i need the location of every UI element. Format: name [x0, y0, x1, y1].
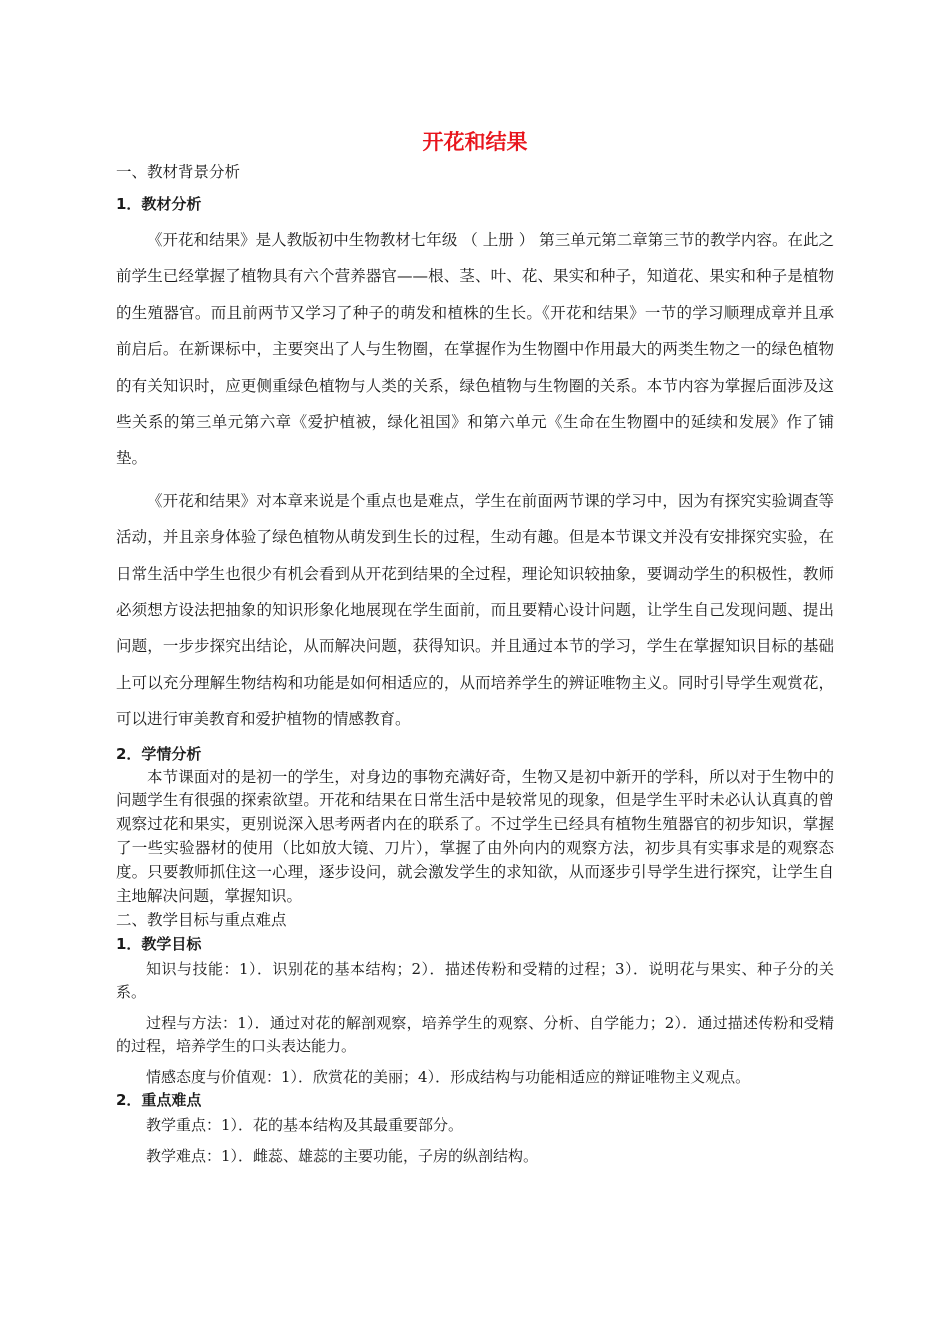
section-heading-2: 二、教学目标与重点难点: [116, 911, 287, 930]
paragraph-textbook-analysis-2: 《开花和结果》对本章来说是个重点也是难点，学生在前面两节课的学习中，因为有探究实验调查等活动，并且亲身体验了绿色植物从萌发到生长的过程，生动有趣。但是本节课文并没有安排探究实验，在日常生活中学生也很少有机会看到从开花到结果的全过程，理论知识较抽象，要调动学生的积极性，教师必须想方设法把抽象的知识形象化地展现在学生面前，而且要精心设计问题，让学生自己发现问题、提出问题，一步步探究出结论，从而解决问题，获得知识。并且通过本节的学习，学生在掌握知识目标的基础上可以充分理解生物结构和功能是如何相适应的，从而培养学生的辨证唯物主义。同时引导学生观赏花，可以进行审美教育和爱护植物的情感教育。: [116, 491, 834, 729]
paragraph-key-point: 教学重点：1）．花的基本结构及其最重要部分。: [146, 1116, 464, 1135]
document-body: [116, 160, 834, 1168]
paragraph-goal-attitude: 情感态度与价值观：1）．欣赏花的美丽；4）．形成结构与功能相适应的辩证唯物主义观点。: [146, 1067, 751, 1086]
paragraph-textbook-analysis-1: 《开花和结果》是人教版初中生物教材七年级 （ 上册 ） 第三单元第二章第三节的教学内容。在此之前学生已经掌握了植物具有六个营养器官——根、茎、叶、花、果实和种子，知道花、果实和种子是植物的生殖器官。而且前两节又学习了种子的萌发和植株的生长。《开花和结果》一节的学习顺理成章并且承前启后。在新课标中，主要突出了人与生物圈，在掌握作为生物圈中作用最大的两类生物之一的绿色植物的有关知识时，应更侧重绿色植物与人类的关系，绿色植物与生物圈的关系。本节内容为掌握后面涉及这些关系的第三单元第六章《爱护植被，绿化祖国》和第六单元《生命在生物圈中的延续和发展》作了铺垫。: [116, 231, 834, 468]
subsection-heading-key-points: 2．重点难点: [116, 1091, 202, 1110]
subsection-heading-student-analysis: 2．学情分析: [116, 744, 202, 763]
subsection-heading-textbook-analysis: 1．教材分析: [116, 195, 202, 213]
subsection-heading-teaching-goals: 1．教学目标: [116, 935, 202, 954]
paragraph-difficult-point: 教学难点：1）．雌蕊、雄蕊的主要功能，子房的纵剖结构。: [146, 1147, 539, 1166]
paragraph-goal-knowledge: 知识与技能：1）．识别花的基本结构；2）．描述传粉和受精的过程；3）．说明花与果实、种子分的关系。: [116, 960, 834, 1002]
document-title: 开花和结果: [422, 130, 528, 154]
paragraph-student-analysis: 本节课面对的是初一的学生，对身边的事物充满好奇，生物又是初中新开的学科，所以对于生物中的问题学生有很强的探索欲望。开花和结果在日常生活中是较常见的现象，但是学生平时未必认认真真的曾观察过花和果实，更别说深入思考两者内在的联系了。不过学生已经具有植物生殖器官的初步知识，掌握了一些实验器材的使用（比如放大镜、刀片），掌握了由外向内的观察方法，初步具有实事求是的观察态度。只要教师抓住这一心理，逐步设问，就会激发学生的求知欲，从而逐步引导学生进行探究，让学生自主地解决问题，掌握知识。: [116, 767, 834, 905]
paragraph-goal-process: 过程与方法：1）．通过对花的解剖观察，培养学生的观察、分析、自学能力；2）．通过描述传粉和受精的过程，培养学生的口头表达能力。: [116, 1014, 834, 1055]
section-heading-1: 一、教材背景分析: [116, 163, 241, 181]
